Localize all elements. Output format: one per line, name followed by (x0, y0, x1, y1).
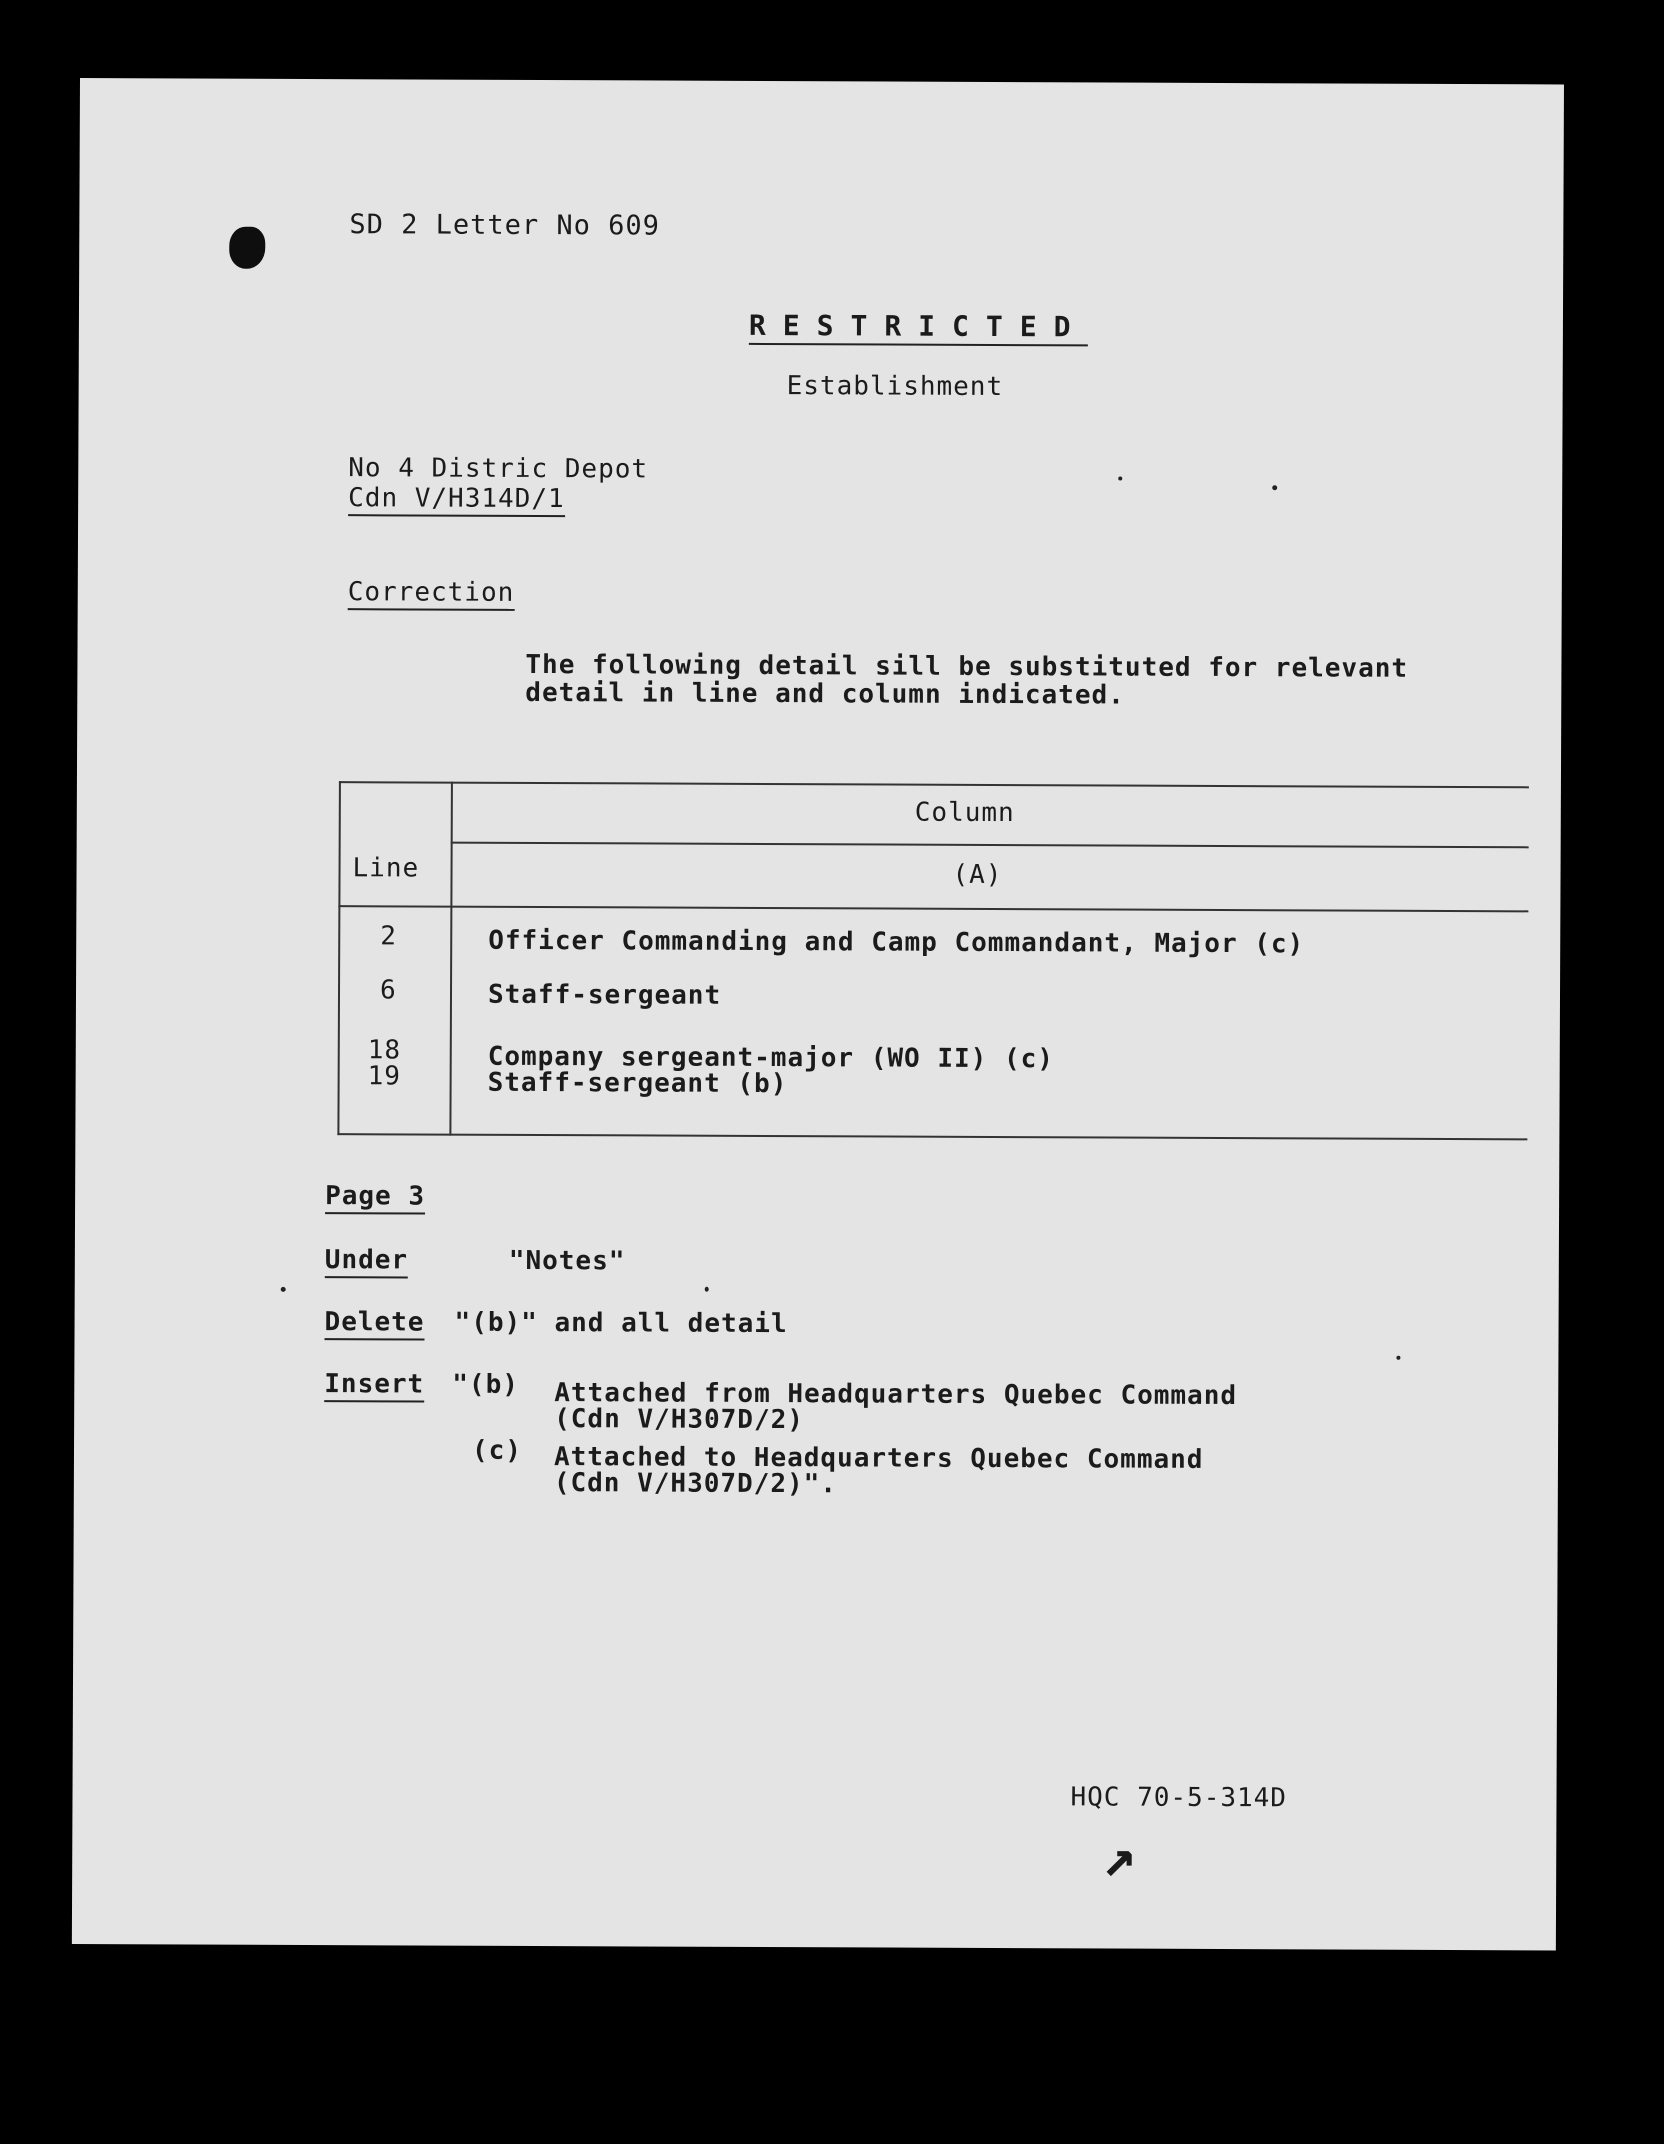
delete-value: "(b)" and all detail (454, 1307, 788, 1340)
line-column-divider (449, 782, 453, 1136)
dust-speck (1118, 477, 1122, 481)
letter-reference: SD 2 Letter No 609 (349, 209, 661, 242)
column-sub-header: (A) (952, 859, 1003, 891)
row-line-number: 2 (380, 921, 397, 952)
column-header-divider (451, 842, 1529, 849)
dust-speck (705, 1287, 709, 1292)
under-label: Under (325, 1245, 408, 1278)
delete-label: Delete (324, 1307, 424, 1340)
row-detail: Staff-sergeant (487, 979, 722, 1011)
table-left-border (337, 781, 341, 1135)
column-header: Column (914, 797, 1015, 829)
row-detail: Company sergeant-major (WO II) (c) (487, 1041, 1055, 1075)
note-marker: "(b) (452, 1369, 519, 1400)
line-header: Line (352, 853, 420, 884)
handwritten-mark: ↗ (1102, 1824, 1138, 1890)
unit-code: Cdn V/H314D/1 (348, 483, 565, 517)
unit-name: No 4 Distric Depot (348, 453, 649, 485)
dust-speck (1396, 1356, 1400, 1360)
under-value: "Notes" (508, 1245, 626, 1277)
note-line: Attached to Headquarters Quebec Command (553, 1442, 1204, 1475)
row-line-number: 6 (379, 975, 397, 1006)
header-bottom-border (338, 905, 1528, 912)
correction-text-line2: detail in line and column indicated. (525, 677, 1125, 711)
establishment-subtitle: Establishment (786, 371, 1004, 403)
dust-speck (1272, 485, 1277, 490)
table-top-border (339, 781, 1529, 788)
page-label: Page 3 (325, 1181, 425, 1214)
punch-hole (229, 227, 265, 269)
file-reference: HQC 70-5-314D (1070, 1782, 1288, 1814)
table-bottom-border (337, 1133, 1527, 1140)
document-page (72, 78, 1564, 1950)
correction-text-line1: The following detail sill be substituted for relevant (525, 649, 1409, 684)
note-marker: (c) (471, 1435, 523, 1466)
dust-speck (281, 1287, 286, 1292)
insert-label: Insert (324, 1369, 424, 1402)
note-line: (Cdn V/H307D/2) (554, 1404, 805, 1436)
note-line: Attached from Headquarters Quebec Command (554, 1378, 1238, 1412)
classification-label: RESTRICTED (749, 309, 1088, 346)
row-line-number: 19 (367, 1061, 402, 1092)
correction-table (337, 781, 1529, 1140)
row-detail: Staff-sergeant (b) (487, 1067, 788, 1100)
note-line: (Cdn V/H307D/2)". (553, 1468, 838, 1500)
correction-heading: Correction (348, 577, 515, 611)
row-line-number: 18 (367, 1035, 402, 1066)
row-detail: Officer Commanding and Camp Commandant, Major (c) (488, 925, 1305, 960)
